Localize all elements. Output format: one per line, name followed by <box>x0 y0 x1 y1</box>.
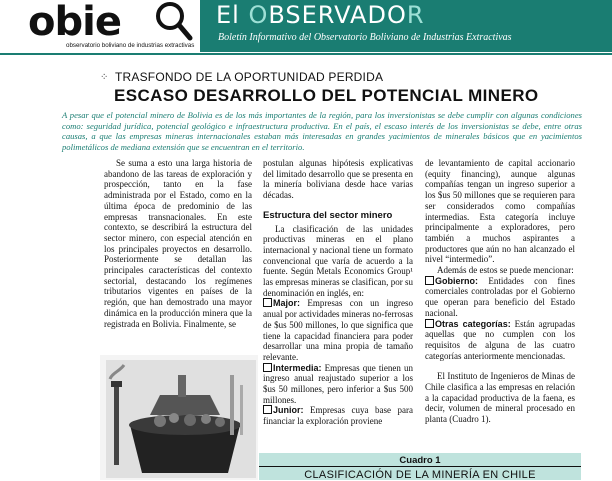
list-item: Intermedia: Empresas que tienen un ingreso anual reajustado superior a los $us 50 millones, pero inferior a $us 500 millones. <box>263 362 413 405</box>
section-subheading: Estructura del sector minero <box>263 209 393 221</box>
kicker-bullet-icon: ⁘ <box>100 72 109 83</box>
article-lead: A pesar que el potencial minero de Bolivia es de los más importantes de la región, para los inversionistas se debe cumplir con algunas condiciones como: seguridad jurídica, potencial geológico e infraestructura productiva. En el país, el escaso interés de los inversionistas se debe, entre otras causas, a que las empresas mineras internacionales estaban más interesadas en grandes yacimientos de minerales básicos que en yacimientos polimetálicos de mediana extensión que se encuentran en el territorio. <box>62 110 582 152</box>
masthead-title: El OBSERVADOR <box>216 1 425 29</box>
logo-wordmark: obie <box>28 0 121 45</box>
article-headline: ESCASO DESARROLLO DEL POTENCIAL MINERO <box>114 86 539 105</box>
list-item: Major: Empresas con un ingreso anual por actividades mineras no-ferrosas de $us 500 millones, lo que significa que tiene la capacidad financiera para poder desarrollar una mina propia de tamaño relevante. <box>263 298 413 362</box>
col3-paragraph-1: de levantamiento de capital accionario (equity financing), aunque algunas compañías tengan un ingreso superior a los $us 50 millones que se requieren para ser considerados como compañías intermedias. Esta categoría incluye principalmente a exploradores, pero también a muchos aspirantes a productores que aún no han alcanzado el nivel “intermedio”. <box>425 158 575 265</box>
article-column-1 <box>104 158 252 329</box>
col3-paragraph-2: Además de estos se puede mencionar: <box>437 265 574 276</box>
checkbox-icon <box>263 405 272 414</box>
checkbox-icon <box>425 319 434 328</box>
col2-paragraph-1: postulan algunas hipótesis explicativas del limitado desarrollo que se presenta en la minería boliviana desde hace varias décadas. <box>263 158 413 201</box>
checkbox-icon <box>425 276 434 285</box>
masthead-title-r: R <box>406 1 425 29</box>
list-item: Otras categorías: Están agrupadas aquellas que no cumplen con los requisitos de alguna de las cuatro categorías anteriormente mencionadas. <box>425 318 576 361</box>
col2-paragraph-2: La clasificación de las unidades productivas mineras en el plano internacional y nacional tiene un formato convencional que varía de acuerdo a la fuente. Según Metals Economics Group¹ las empresas mineras se clasifican, por su denominación en inglés, en: <box>263 223 413 298</box>
list-item: Gobierno: Entidades con fines comerciales controladas por el Gobierno que operan para beneficio del Estado nacional. <box>425 275 575 318</box>
col3-paragraph-3: El Instituto de Ingenieros de Minas de Chile clasifica a las empresas en relación a la capacidad productiva de la faena, es decir, volumen de mineral procesado en planta (Cuadro 1). <box>425 371 575 425</box>
masthead-title-o: O <box>248 1 269 29</box>
masthead-subtitle: Boletín Informativo del Observatorio Boliviano de Industrias Extractivas <box>218 32 512 43</box>
checkbox-icon <box>263 298 272 307</box>
table-title: CLASIFICACIÓN DE LA MINERÍA EN CHILE <box>304 469 536 481</box>
table-label: Cuadro 1 <box>399 455 441 466</box>
header-divider <box>0 53 612 55</box>
article-column-2 <box>263 158 413 427</box>
article-column-3 <box>425 158 575 425</box>
list-item: Junior: Empresas cuya base para financiar la exploración proviene <box>263 405 413 427</box>
magnifier-icon <box>150 0 194 44</box>
table-divider <box>259 466 581 467</box>
article-kicker: TRASFONDO DE LA OPORTUNIDAD PERDIDA <box>115 70 384 84</box>
checkbox-icon <box>263 363 272 372</box>
col1-paragraph: Se suma a esto una larga historia de abandono de las tareas de exploración y prospección, tanto en la fase administrada por el Estado, como en la última época de predominio de las empresas transnacionales. En este contexto, se describirá la estructura del sector minero, con especial atención en los principales proyectos en desarrollo. Posteriormente se detallan las principales características del contexto sectorial, destacando los regímenes tributarios vigentes en países de la región, que han demostrado una mayor dinámica en la producción minera que la registrada en Bolivia. Finalmente, se <box>104 158 252 329</box>
mining-photo <box>100 355 258 480</box>
logo-subtitle: observatorio boliviano de industrias extractivas <box>66 42 195 49</box>
